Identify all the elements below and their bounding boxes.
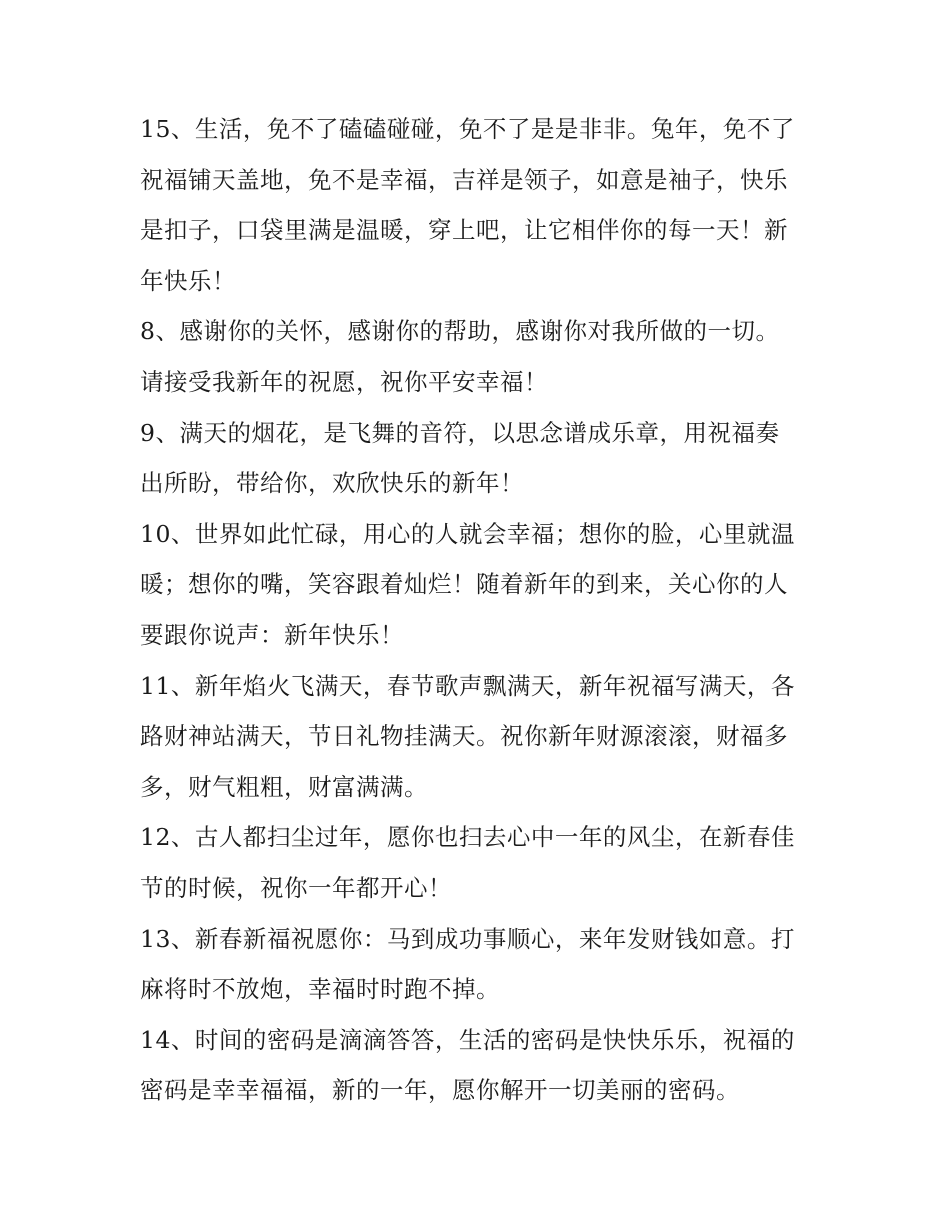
text-line: 祝福铺天盖地，免不是幸福，吉祥是领子，如意是袖子，快乐	[140, 165, 788, 194]
text-line: 路财神站满天，节日礼物挂满天。祝你新年财源滚滚，财福多	[140, 722, 788, 751]
text-line: 是扣子，口袋里满是温暖，穿上吧，让它相伴你的每一天！新	[140, 216, 788, 245]
text-line: 12、古人都扫尘过年，愿你也扫去心中一年的风尘，在新春佳	[140, 823, 795, 852]
document-body	[140, 104, 816, 1116]
text-line: 多，财气粗粗，财富满满。	[140, 772, 428, 801]
text-line: 14、时间的密码是滴滴答答，生活的密码是快快乐乐，祝福的	[140, 1025, 795, 1054]
text-line: 暖；想你的嘴，笑容跟着灿烂！随着新年的到来，关心你的人	[140, 570, 788, 599]
text-line: 密码是幸幸福福，新的一年，愿你解开一切美丽的密码。	[140, 1076, 740, 1105]
text-line: 出所盼，带给你，欢欣快乐的新年！	[140, 469, 524, 498]
text-line: 15、生活，免不了磕磕碰碰，免不了是是非非。兔年，免不了	[140, 115, 795, 143]
text-line: 9、满天的烟花，是飞舞的音符，以思念谱成乐章，用祝福奏	[140, 418, 780, 447]
text-line: 8、感谢你的关怀，感谢你的帮助，感谢你对我所做的一切。	[140, 317, 780, 346]
text-line: 要跟你说声：新年快乐！	[140, 620, 404, 649]
text-line: 请接受我新年的祝愿，祝你平安幸福！	[140, 367, 548, 396]
text-line: 11、新年焰火飞满天，春节歌声飘满天，新年祝福写满天，各	[140, 671, 795, 700]
text-line: 麻将时不放炮，幸福时时跑不掉。	[140, 975, 500, 1004]
text-line: 年快乐！	[140, 266, 236, 295]
text-line: 节的时候，祝你一年都开心！	[140, 873, 452, 902]
text-line: 13、新春新福祝愿你：马到成功事顺心，来年发财钱如意。打	[140, 924, 795, 953]
text-line: 10、世界如此忙碌，用心的人就会幸福；想你的脸，心里就温	[140, 519, 795, 548]
